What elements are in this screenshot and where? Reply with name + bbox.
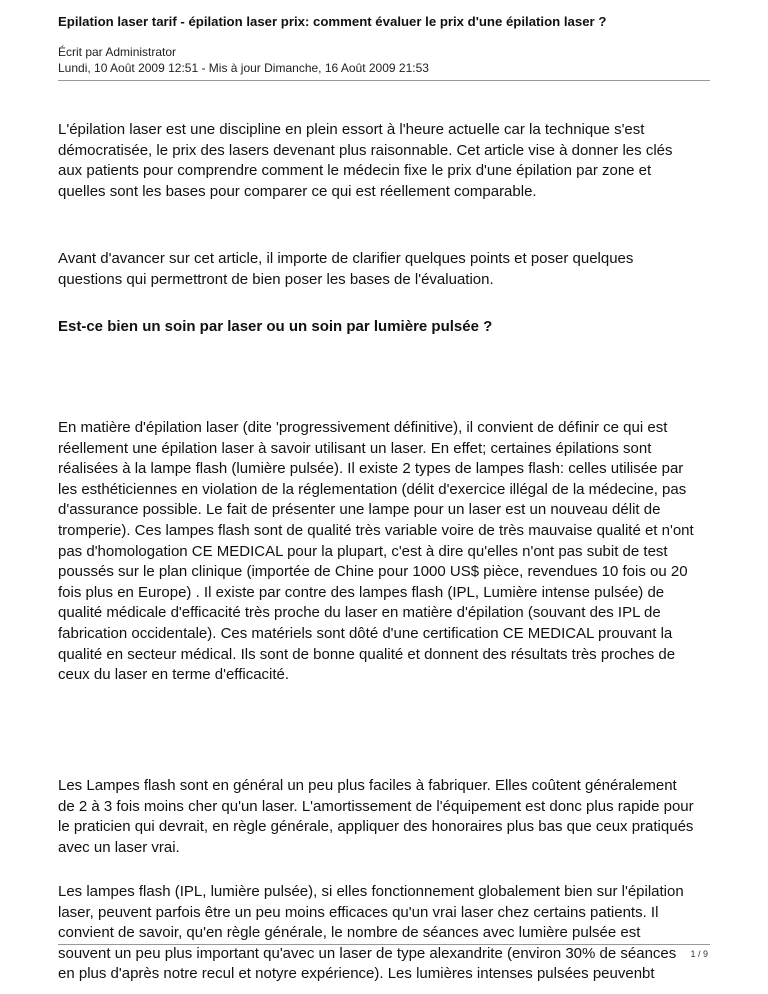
text-line: en plus d'après notre recul et notyre expérience). Les lumières intenses pulsées peuvenbt bbox=[58, 965, 655, 983]
text-line: avec un laser vrai. bbox=[58, 838, 180, 856]
paragraph-2 bbox=[58, 249, 633, 290]
text-line: le praticien qui devrait, en règle générale, appliquer des honoraires plus bas que ceux pratiqués bbox=[58, 818, 694, 836]
text-line: laser, peuvent parfois être un peu moins efficaces qu'un vrai laser chez certains patients. Il bbox=[58, 903, 659, 921]
text-line: tromperie). Ces lampes flash sont de qualité très variable voire de très mauvaise qualité et n'ont bbox=[58, 521, 694, 539]
text-line: quelles sont les bases pour comparer ce qui est réellement comparable. bbox=[58, 182, 537, 200]
author: Écrit par Administrator bbox=[58, 45, 177, 59]
text-line: Avant d'avancer sur cet article, il importe de clarifier quelques points et poser quelques bbox=[58, 250, 634, 267]
byline bbox=[58, 44, 429, 76]
text-line: En matière d'épilation laser (dite 'progressivement définitive), il convient de définir ce qui est bbox=[58, 419, 668, 436]
text-line: d'assurance possible. Le fait de présenter une lampe pour un laser est un nouveau délit de bbox=[58, 501, 661, 519]
text-line: réellement une épilation laser à savoir utilisant un laser. En effet; certaines épilations sont bbox=[58, 439, 652, 457]
text-line: poussés sur le plan clinique (importée de Chine pour 1000 US$ pièce, revendues 10 fois ou 20 bbox=[58, 563, 688, 581]
dates: Lundi, 10 Août 2009 12:51 - Mis à jour Dimanche, 16 Août 2009 21:53 bbox=[58, 61, 429, 75]
text-line: ceux du laser en terme d'efficacité. bbox=[58, 666, 290, 684]
text-line: fois plus en Europe) . Il existe par contre des lampes flash (IPL, Lumière intense pulsée) de bbox=[58, 583, 665, 601]
footer-divider bbox=[58, 944, 710, 945]
paragraph-4 bbox=[58, 776, 694, 858]
text-line: aux patients pour comprendre comment le médecin fixe le prix d'une épilation par zone et bbox=[58, 162, 652, 180]
text-line: démocratisée, le prix des lasers devenant plus raisonnable. Cet article vise à donner les clés bbox=[58, 141, 673, 159]
text-line: questions qui permettront de bien poser les bases de l'évaluation. bbox=[58, 270, 494, 288]
text-line: réalisées à la lampe flash (lumière pulsée). Il existe 2 types de lampes flash: celles utilisée par bbox=[58, 460, 684, 478]
paragraph-5 bbox=[58, 882, 684, 985]
text-line: pas d'homologation CE MEDICAL pour la plupart, c'est à dire qu'elles n'ont pas subit de test bbox=[58, 542, 668, 560]
text-line: de 2 à 3 fois moins cher qu'un laser. L'amortissement de l'équipement est donc plus rapide pour bbox=[58, 797, 694, 815]
text-line: qualité médicale d'efficacité très proche du laser en matière d'épilation (souvant des IPL de bbox=[58, 604, 661, 622]
text-line: L'épilation laser est une discipline en plein essort à l'heure actuelle car la technique s'est bbox=[58, 121, 645, 138]
paragraph-1 bbox=[58, 120, 673, 202]
text-line: Les Lampes flash sont en général un peu plus faciles à fabriquer. Elles coûtent généralement bbox=[58, 777, 677, 794]
paragraph-3 bbox=[58, 418, 694, 686]
section-heading: Est-ce bien un soin par laser ou un soin par lumière pulsée ? bbox=[58, 318, 493, 335]
header-divider bbox=[58, 80, 710, 81]
text-line: Les lampes flash (IPL, lumière pulsée), si elles fonctionnement globalement bien sur l'épilation bbox=[58, 883, 684, 900]
text-line: les esthéticiennes en violation de la réglementation (délit d'exercice illégal de la médecine, pas bbox=[58, 480, 687, 498]
document-title: Epilation laser tarif - épilation laser prix: comment évaluer le prix d'une épilation laser ? bbox=[58, 14, 607, 29]
text-line: convient de savoir, qu'en règle générale, le nombre de séances avec lumière pulsée est bbox=[58, 924, 641, 942]
text-line: souvent un peu plus important qu'avec un laser de type alexandrite (environ 30% de séances bbox=[58, 944, 677, 962]
page-number: 1 / 9 bbox=[690, 949, 708, 959]
text-line: fabrication occidentale). Ces matériels sont dôté d'une certification CE MEDICAL prouvant la bbox=[58, 624, 673, 642]
text-line: qualité en secteur médical. Ils sont de bonne qualité et donnent des résultats très proches de bbox=[58, 645, 676, 663]
